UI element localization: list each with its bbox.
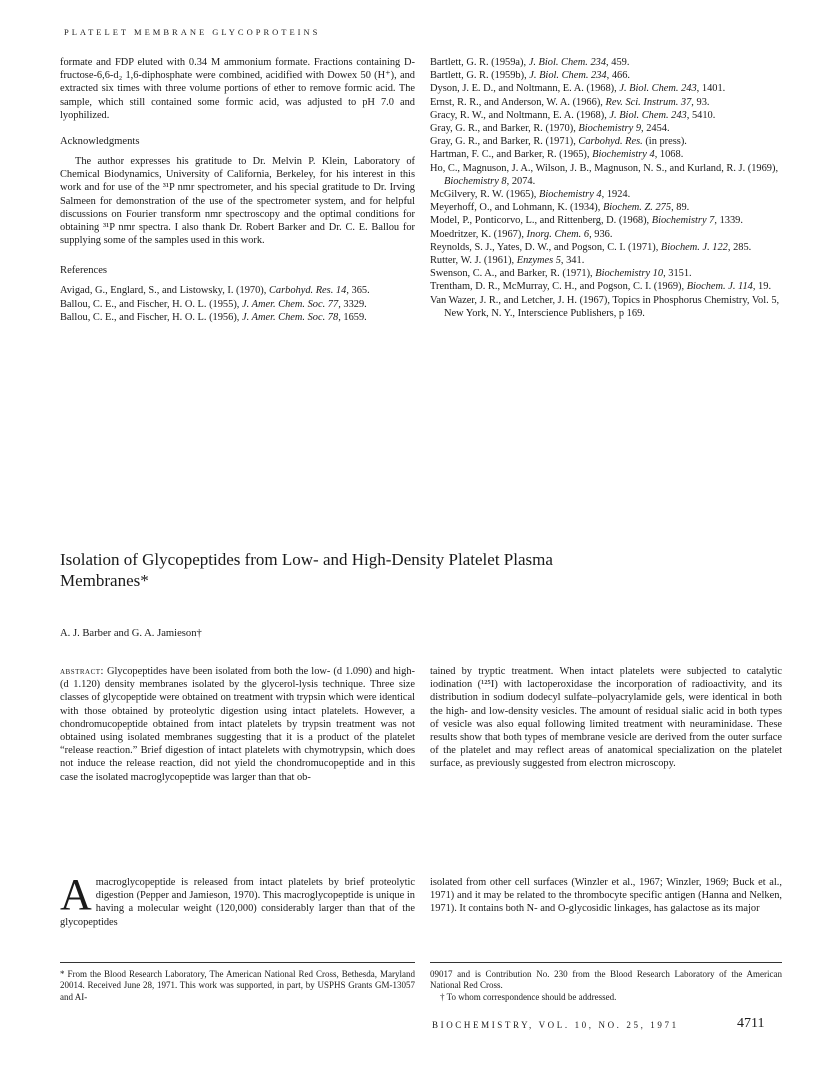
reference-authors: Ho, C., Magnuson, J. A., Wilson, J. B., Magnuson, N. S., and Kurland, R. J. (1969), xyxy=(430,162,779,174)
reference-pages: , 19. xyxy=(752,281,772,293)
reference-item xyxy=(430,294,782,320)
reference-authors: Ballou, C. E., and Fischer, H. O. L. (1956), xyxy=(60,311,242,323)
journal-footer: BIOCHEMISTRY, VOL. 10, NO. 25, 1971 xyxy=(432,1020,679,1030)
acknowledgments-heading: Acknowledgments xyxy=(60,136,140,148)
reference-pages: , 1068. xyxy=(654,149,684,161)
abstract-text-left: Glycopeptides have been isolated from both the low- (d 1.090) and high- (d 1.120) density membranes isolated by the glycerol-lysis technique. Three size classes of glycopeptide were obtained on treatment with trypsin which were identical with those obtained by proteolytic digestion using intact platelets. However, a chondromucopeptide obtained from intact platelets by trypsin treatment was not obtained using isolated membranes suggesting that it is a product of the platelet “release reaction.” Brief digestion of intact platelets with chymotrypsin, which does not induce the release reaction, did not yield the chondromucopeptide and in this case the isolated macroglycopeptide was larger than that ob- xyxy=(60,666,415,783)
page-number: 4711 xyxy=(737,1016,765,1031)
reference-journal: J. Biol. Chem. 243 xyxy=(619,83,697,95)
reference-item xyxy=(60,284,415,297)
reference-item xyxy=(430,214,782,227)
reference-journal: J. Amer. Chem. Soc. 78 xyxy=(241,311,339,323)
reference-item xyxy=(60,298,415,311)
reference-pages: , 1401. xyxy=(696,83,726,95)
reference-pages: , 1659. xyxy=(338,311,367,323)
reference-pages: , 89. xyxy=(671,202,690,214)
reference-pages: , 93. xyxy=(691,96,710,108)
reference-journal: Biochemistry 8 xyxy=(444,175,507,187)
reference-authors: Moedritzer, K. (1967), xyxy=(430,228,527,240)
reference-item xyxy=(430,254,782,267)
footnote-text-right-1: 09017 and is Contribution No. 230 from the Blood Research Laboratory of the American National Red Cross. xyxy=(430,969,782,991)
reference-journal: Carbohyd. Res. xyxy=(578,136,643,148)
reference-journal: J. Biol. Chem. 234 xyxy=(528,57,607,68)
reference-item xyxy=(430,56,782,69)
reference-journal: Biochemistry 4 xyxy=(539,189,602,201)
reference-pages: , 285. xyxy=(727,241,752,253)
reference-journal: Biochemistry 10 xyxy=(595,268,664,280)
reference-authors: Van Wazer, J. R., and Letcher, J. H. (1967), Topics in Phosphorus Chemistry, Vol. 5, New York, N. Y., Interscience Publishers, p 169. xyxy=(430,294,780,319)
method-paragraph: formate and FDP eluted with 0.34 M ammonium formate. Fractions containing D-fructose-6,6-d₂ 1,6-diphosphate were combined, acidified with Dowex 50 (H⁺), and extracted six times with three volume portions of ether to remove formic acid. The sample, which still contained some formic acid, was adjusted to pH 7.0 and lyophilized. xyxy=(60,57,415,121)
reference-authors: Meyerhoff, O., and Lohmann, K. (1934), xyxy=(430,202,603,214)
reference-item xyxy=(430,162,782,188)
abstract-text-right: tained by tryptic treatment. When intact platelets were subjected to catalytic iodination (¹²⁵I) with lactoperoxidase the incorporation of radioactivity, and its distribution in sodium dodecyl sulfate–polyacrylamide gels, were identical in both the high- and low-density vesicles. The amount of residual sialic acid in both types of vesicle was also equal following limited treatment with neuraminidase. These results show that both types of membrane vesicle are derived from the outer surface of the platelet and may reflect areas of anatomical specialization on the platelet surface, as previously suggested from electron microscopy. xyxy=(430,666,782,770)
reference-item xyxy=(430,228,782,241)
reference-pages: , 466. xyxy=(606,70,631,82)
article-title: Isolation of Glycopeptides from Low- and High-Density Platelet Plasma Membranes* xyxy=(60,550,553,590)
reference-journal: Biochem. J. 122 xyxy=(660,241,728,253)
intro-text-right: isolated from other cell surfaces (Winzler et al., 1967; Winzler, 1969; Buck et al., 1971) and it may be related to the thrombocyte specific antigen (Hanna and Nelken, 1971). It contains both N- and O-glycosidic linkages, has galactose as its major xyxy=(430,877,782,915)
abstract-right xyxy=(430,665,782,771)
footnote-text-left: * From the Blood Research Laboratory, The American National Red Cross, Bethesda, Maryland 20014. Received June 28, 1971. This work was supported, in part, by USPHS Grants GM-13057 and AI- xyxy=(60,969,415,1002)
reference-authors: Trentham, D. R., McMurray, C. H., and Pogson, C. I. (1969), xyxy=(430,281,687,293)
intro-left xyxy=(60,870,415,929)
abstract-left xyxy=(60,665,415,784)
reference-pages: (in press). xyxy=(642,136,687,148)
footnote-right xyxy=(430,962,782,1003)
reference-pages: , 3329. xyxy=(338,298,367,310)
reference-journal: J. Biol. Chem. 243 xyxy=(609,109,687,121)
reference-authors: Gray, G. R., and Barker, R. (1970), xyxy=(430,123,579,135)
reference-authors: McGilvery, R. W. (1965), xyxy=(430,189,539,201)
reference-authors: Avigad, G., Englard, S., and Listowsky, I. (1970), xyxy=(60,285,269,297)
reference-authors: Dyson, J. E. D., and Noltmann, E. A. (1968), xyxy=(430,83,620,95)
reference-authors: Gracy, R. W., and Noltmann, E. A. (1968), xyxy=(430,109,610,121)
left-column xyxy=(60,56,415,324)
reference-authors: Reynolds, S. J., Yates, D. W., and Pogson, C. I. (1971), xyxy=(430,241,661,253)
acknowledgments-text: The author expresses his gratitude to Dr. Melvin P. Klein, Laboratory of Chemical Biodynamics, University of California, Berkeley, for his interest in this work and for use of the ³¹P nmr spectrometer, and his special gratitude to Dr. Irving Salmeen for demonstration of the use of the spectrometer system, and for helpful discussions on Fourier transform nmr spectroscopy and the optimal conditions for obtaining ³¹P nmr spectra. I also thank Dr. Robert Barker and Dr. C. E. Ballou for supplying some of the samples used in this work. xyxy=(60,156,415,247)
reference-authors: Gray, G. R., and Barker, R. (1971), xyxy=(430,136,579,148)
intro-text-left: macroglycopeptide is released from intact platelets by brief proteolytic digestion (Pepper and Jamieson, 1970). This macroglycopeptide is unique in having a molecular weight (120,000) considerably larger than that of the glycopeptides xyxy=(60,877,415,928)
references-heading: References xyxy=(60,265,108,277)
reference-pages: , 341. xyxy=(560,255,585,267)
reference-authors: Rutter, W. J. (1961), xyxy=(430,255,517,267)
reference-item xyxy=(430,148,782,161)
right-column xyxy=(430,56,782,320)
reference-item xyxy=(430,109,782,122)
reference-journal: Biochem. J. 114 xyxy=(686,281,753,293)
reference-item xyxy=(430,267,782,280)
reference-journal: Inorg. Chem. 6 xyxy=(526,228,590,240)
reference-authors: Hartman, F. C., and Barker, R. (1965), xyxy=(430,149,593,161)
reference-journal: J. Biol. Chem. 234 xyxy=(529,70,607,82)
article-authors: A. J. Barber and G. A. Jamieson† xyxy=(60,628,202,639)
reference-item xyxy=(430,280,782,293)
reference-item xyxy=(430,241,782,254)
footnote-left xyxy=(60,962,415,1003)
reference-item xyxy=(430,69,782,82)
reference-journal: Biochemistry 7 xyxy=(651,215,715,227)
reference-item xyxy=(430,122,782,135)
reference-pages: , 936. xyxy=(589,228,613,240)
reference-item xyxy=(430,188,782,201)
abstract-label: abstract: xyxy=(60,666,104,677)
reference-pages: , 1924. xyxy=(601,189,631,201)
reference-authors: Ballou, C. E., and Fischer, H. O. L. (1955), xyxy=(60,298,242,310)
references-list-right xyxy=(430,56,782,320)
reference-pages: , 1339. xyxy=(714,215,743,227)
reference-authors: Model, P., Ponticorvo, L., and Rittenberg, D. (1968), xyxy=(430,215,652,227)
reference-item xyxy=(430,201,782,214)
reference-pages: , 365. xyxy=(346,285,370,297)
reference-journal: Rev. Sci. Instrum. 37 xyxy=(605,96,692,108)
reference-authors: Bartlett, G. R. (1959b), xyxy=(430,70,530,82)
reference-item xyxy=(430,96,782,109)
reference-authors: Swenson, C. A., and Barker, R. (1971), xyxy=(430,268,596,280)
reference-item xyxy=(430,135,782,148)
reference-journal: J. Amer. Chem. Soc. 77 xyxy=(241,298,339,310)
reference-journal: Biochemistry 4 xyxy=(592,149,655,161)
reference-item xyxy=(60,311,415,324)
reference-pages: , 3151. xyxy=(663,268,692,280)
footnote-rule xyxy=(60,962,415,963)
reference-pages: , 2074. xyxy=(506,175,536,187)
footnote-text-right-2: † To whom correspondence should be addressed. xyxy=(440,991,617,1002)
reference-journal: Biochemistry 9 xyxy=(578,123,642,135)
reference-item xyxy=(430,82,782,95)
reference-pages: , 5410. xyxy=(686,109,716,121)
intro-right xyxy=(430,876,782,916)
reference-journal: Carbohyd. Res. 14 xyxy=(268,285,347,297)
running-header: PLATELET MEMBRANE GLYCOPROTEINS xyxy=(64,27,321,37)
reference-journal: Biochem. Z. 275 xyxy=(602,202,672,214)
drop-cap: A xyxy=(60,870,92,919)
reference-pages: , 459. xyxy=(606,57,630,68)
footnote-rule xyxy=(430,962,782,963)
references-list-left xyxy=(60,284,415,324)
reference-pages: , 2454. xyxy=(641,123,670,135)
reference-authors: Ernst, R. R., and Anderson, W. A. (1966), xyxy=(430,96,606,108)
reference-authors: Bartlett, G. R. (1959a), xyxy=(430,57,529,68)
reference-journal: Enzymes 5 xyxy=(516,255,561,267)
